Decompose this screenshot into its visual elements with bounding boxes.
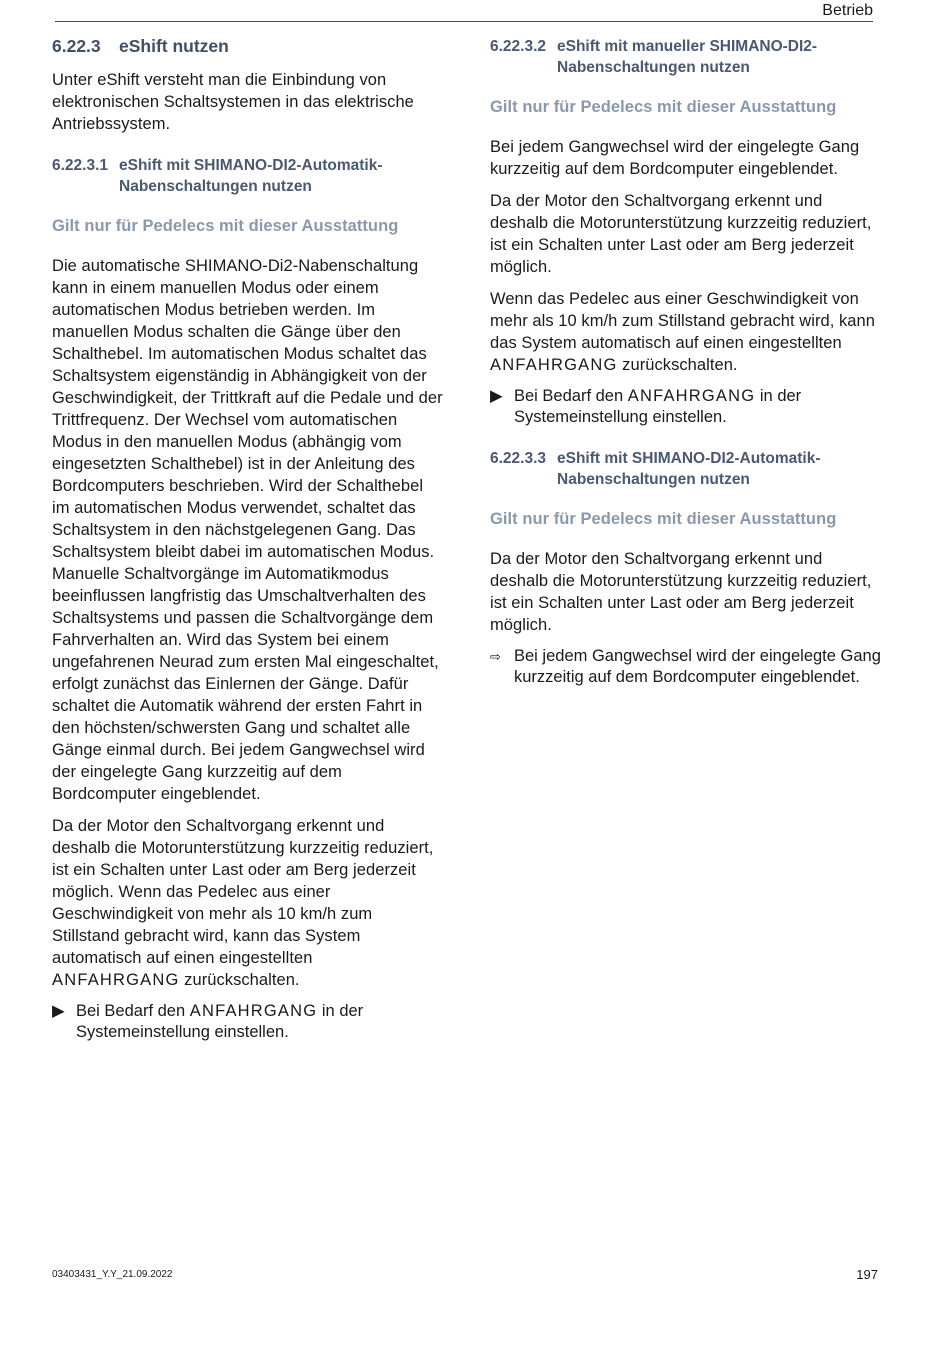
subsection-heading-3 bbox=[490, 448, 882, 490]
result-step bbox=[490, 646, 882, 688]
instruction-step bbox=[52, 1001, 444, 1043]
left-column bbox=[52, 36, 444, 1043]
section-heading bbox=[52, 36, 444, 57]
subsection-title: eShift mit SHIMANO-DI2-Automatik- Nabenschaltungen nutzen bbox=[557, 450, 821, 488]
running-header: Betrieb bbox=[822, 2, 873, 19]
section-title: eShift nutzen bbox=[119, 36, 229, 56]
keyword: ANFAHRGANG bbox=[189, 1002, 318, 1020]
result-text: Bei jedem Gangwechsel wird der eingelegte Gang kurzzeitig auf dem Bordcomputer eingeblendet. bbox=[514, 647, 881, 686]
body-paragraph: Bei jedem Gangwechsel wird der eingelegte Gang kurzzeitig auf dem Bordcomputer eingeblendet. bbox=[490, 138, 860, 178]
body-paragraph: Die automatische SHIMANO-Di2-Nabenschaltung kann in einem manuellen Modus oder einem automatischen Modus betrieben werden. Im manuellen Modus schalten die Gänge über den Schalthebel. Im automatischen Modus schaltet das Schaltsystem eigenständig in Abhängigkeit von der Geschwindigkeit, der Trittkraft auf die Pedale und der Trittfrequenz. Der Wechsel vom automatischen Modus in den manuellen Modus (abhängig vom eingesetzten Schalthebel) ist in der Anleitung des Bordcomputers beschrieben. Wird der Schalthebel im automatischen Modus verwendet, schaltet das Schaltsystem in den nächstgelegenen Gang. Das Schaltsystem bleibt dabei im automatischen Modus. Manuelle Schaltvorgänge im Automatikmodus beeinflussen langfristig das Umschaltverhalten des Schaltsystems und passen die Schaltvorgänge dem Fahrverhalten an. Wird das System bei einem ungefahrenen Neurad zum ersten Mal eingeschaltet, erfolgt zunächst das Einlernen der Gänge. Dafür schaltet die Automatik während der ersten Fahrt in den höchsten/schwersten Gang und schaltet alle Gänge einmal durch. Bei jedem Gangwechsel wird der eingelegte Gang kurzzeitig auf dem Bordcomputer eingeblendet. bbox=[52, 257, 443, 803]
document-code: 03403431_Y.Y_21.09.2022 bbox=[52, 1269, 173, 1280]
subsection-number: 6.22.3.1 bbox=[52, 157, 109, 174]
body-paragraph: Wenn das Pedelec aus einer Geschwindigkeit von mehr als 10 km/h zum Stillstand gebracht wird, kann das System automatisch auf einen eingestellten ANFAHRGANG zurückschalten. bbox=[490, 290, 875, 374]
page-number: 197 bbox=[856, 1267, 878, 1282]
keyword: ANFAHRGANG bbox=[490, 356, 618, 374]
result-arrow-icon: ⇨ bbox=[490, 649, 501, 664]
section-number: 6.22.3 bbox=[52, 36, 101, 56]
subsection-title: eShift mit manueller SHIMANO-DI2- Nabenschaltungen nutzen bbox=[557, 38, 818, 76]
equipment-note: Gilt nur für Pedelecs mit dieser Ausstattung bbox=[490, 510, 837, 528]
keyword: ANFAHRGANG bbox=[627, 387, 756, 405]
right-column bbox=[490, 36, 882, 688]
intro-paragraph: Unter eShift versteht man die Einbindung von elektronischen Schaltsystemen in das elektrische Antriebssystem. bbox=[52, 71, 414, 133]
play-icon: ▶ bbox=[490, 387, 503, 405]
equipment-note: Gilt nur für Pedelecs mit dieser Ausstattung bbox=[490, 98, 837, 116]
play-icon: ▶ bbox=[52, 1002, 65, 1020]
body-paragraph: Da der Motor den Schaltvorgang erkennt und deshalb die Motorunterstützung kurzzeitig reduziert, ist ein Schalten unter Last oder am Berg jederzeit möglich. bbox=[490, 550, 872, 634]
keyword: ANFAHRGANG bbox=[52, 971, 180, 989]
subsection-heading-2 bbox=[490, 36, 882, 78]
subsection-title: eShift mit SHIMANO-DI2-Automatik- Nabenschaltungen nutzen bbox=[119, 157, 383, 195]
subsection-number: 6.22.3.3 bbox=[490, 450, 547, 467]
instruction-step bbox=[490, 386, 882, 428]
subsection-heading-1 bbox=[52, 155, 444, 197]
instruction-text: Bei Bedarf den ANFAHRGANG in der Systemeinstellung einstellen. bbox=[514, 387, 802, 426]
equipment-note: Gilt nur für Pedelecs mit dieser Ausstattung bbox=[52, 217, 399, 235]
instruction-text: Bei Bedarf den ANFAHRGANG in der Systemeinstellung einstellen. bbox=[76, 1002, 364, 1041]
body-paragraph: Da der Motor den Schaltvorgang erkennt und deshalb die Motorunterstützung kurzzeitig reduziert, ist ein Schalten unter Last oder am Berg jederzeit möglich. Wenn das Pedelec aus einer Geschwindigkeit von mehr als 10 km/h zum Stillstand gebracht wird, kann das System automatisch auf einen eingestellten ANFAHRGANG zurückschalten. bbox=[52, 817, 434, 989]
subsection-number: 6.22.3.2 bbox=[490, 38, 547, 55]
header-rule bbox=[55, 21, 873, 22]
body-paragraph: Da der Motor den Schaltvorgang erkennt und deshalb die Motorunterstützung kurzzeitig reduziert, ist ein Schalten unter Last oder am Berg jederzeit möglich. bbox=[490, 192, 872, 276]
